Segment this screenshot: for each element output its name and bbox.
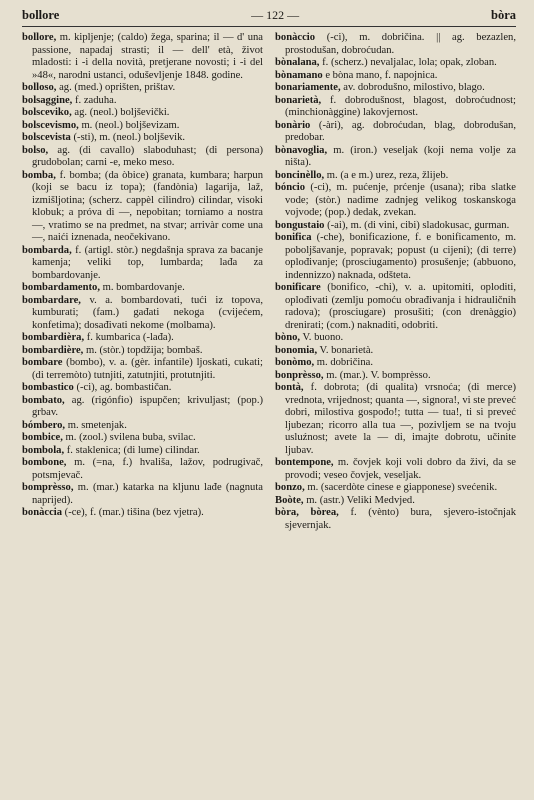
entry-definition: m. (neol.) boljševizam. xyxy=(78,119,180,131)
dictionary-entry xyxy=(275,232,516,282)
entry-definition: m. (astr.) Veliki Medvjed. xyxy=(303,494,415,506)
dictionary-entry xyxy=(275,370,516,383)
header-right-guideword: bòra xyxy=(491,8,516,22)
dictionary-entry xyxy=(22,507,263,520)
columns xyxy=(22,32,516,794)
dictionary-entry xyxy=(22,357,263,382)
entry-definition: m. (zool.) svilena buba, svilac. xyxy=(62,432,196,443)
entry-definition: v. a. bombardovati, tući iz topova, kumburati; (fam.) gađati nekoga (cvijećem, konfetima); dosađivati nekome (molbama). xyxy=(32,294,263,331)
entry-headword: bombardièra, xyxy=(22,332,85,343)
entry-definition: (-ce), f. (mar.) tišina (bez vjetra). xyxy=(62,507,204,518)
entry-headword: bontà, xyxy=(275,382,304,393)
entry-definition: ag. (neol.) boljševički. xyxy=(71,107,170,118)
entry-headword: bombato, xyxy=(22,394,65,406)
dictionary-entry xyxy=(22,95,263,108)
entry-headword: bolscevista xyxy=(22,132,71,143)
entry-headword: bonifica xyxy=(275,232,312,243)
entry-definition: ag. (di cavallo) slaboduhast; (di persona) grudobolan; carni -e, meko meso. xyxy=(32,144,263,168)
entry-headword: bònalana, xyxy=(275,57,320,68)
entry-headword: bònavoglia, xyxy=(275,144,328,156)
dictionary-entry xyxy=(22,245,263,283)
dictionary-entry xyxy=(275,282,516,332)
entry-definition: m. smetenjak. xyxy=(65,419,127,431)
entry-definition: (-ci), m. dobričina. || ag. bezazlen, prostodušan, dobroćudan. xyxy=(285,32,516,56)
entry-headword: bonzo, xyxy=(275,482,305,493)
dictionary-entry xyxy=(275,120,516,145)
entry-headword: bontempone, xyxy=(275,457,334,468)
entry-definition: m. (=na, f.) hvališa, lažov, podrugivač, potsmjevač. xyxy=(32,457,263,481)
entry-headword: bòra, bòrea, xyxy=(275,507,339,518)
dictionary-entry xyxy=(22,445,263,458)
dictionary-entry xyxy=(275,57,516,70)
dictionary-entry xyxy=(275,182,516,220)
entry-headword: bombare xyxy=(22,357,63,368)
entry-headword: bombone, xyxy=(22,457,67,468)
entry-definition: (-àri), ag. dobroćudan, blag, dobrodušan, predobar. xyxy=(285,119,516,143)
dictionary-entry xyxy=(22,295,263,333)
dictionary-entry xyxy=(275,382,516,457)
dictionary-entry xyxy=(22,107,263,120)
entry-definition: f. (scherz.) nevaljalac, lola; opak, zloban. xyxy=(319,57,497,68)
entry-definition: (-sti), m. (neol.) boljševik. xyxy=(70,132,186,143)
dictionary-entry xyxy=(275,145,516,170)
page-header xyxy=(22,8,516,24)
entry-definition: m. bombardovanje. xyxy=(99,282,185,293)
dictionary-entry xyxy=(22,482,263,507)
entry-headword: bonarietà, xyxy=(275,94,322,106)
right-column xyxy=(275,32,516,794)
entry-definition: (bonifico, -chi), v. a. upitomiti, oploditi, oplođivati (zemlju pomoću obrađivanja i hidrauličnih radova); (prosciugare) prosušiti; (con drenàggio) drenirati; (com.) naknaditi, odobriti. xyxy=(285,282,516,331)
entry-definition: (-ci), ag. bombastičan. xyxy=(73,382,172,393)
dictionary-entry xyxy=(275,495,516,508)
dictionary-entry xyxy=(22,82,263,95)
entry-headword: bonprèsso, xyxy=(275,369,324,381)
dictionary-entry xyxy=(275,357,516,370)
dictionary-entry xyxy=(275,70,516,83)
entry-definition: av. dobrodušno, milostivo, blago. xyxy=(340,82,485,93)
entry-headword: bonòmo, xyxy=(275,357,315,368)
entry-definition: f. dobrota; (di qualita) vrsnoća; (di merce) vrednota, vrijednost; quanta —, signora!, vi ste preveć dobri, milostiva gospođo!; tutta — tua!, ti si preveć ljubezan; ricorro alla tua —, pozivljem se na tvoju usluźnost; avete la — di, imajte dobrotu, učinite ljubav. xyxy=(285,382,516,456)
entry-headword: bolscevismo, xyxy=(22,119,79,131)
entry-headword: bonificare xyxy=(275,282,321,293)
entry-headword: bolso, xyxy=(22,144,49,156)
entry-headword: bonomia, xyxy=(275,344,318,356)
dictionary-entry xyxy=(22,420,263,433)
entry-headword: bonàrio xyxy=(275,119,311,131)
entry-headword: bombastico xyxy=(22,382,74,393)
dictionary-entry xyxy=(275,82,516,95)
dictionary-entry xyxy=(22,457,263,482)
entry-definition: (bombo), v. a. (gèr. infantile) ljoskati, cukati; (di terremòto) tutnjiti, zatutnjiti, protutnjiti. xyxy=(32,357,263,381)
entry-definition: (-che), bonificazione, f. e bonificamento, m. poboljšavanje, popravak; popust (u cijeni); (di terre) oplođivanje; (prosciugamento) prosušenje; (abbuono, indennizzo) naknada, odšteta. xyxy=(285,232,516,281)
entry-headword: bomprèsso, xyxy=(22,482,74,493)
entry-headword: bolsceviko, xyxy=(22,107,72,118)
entry-definition: f. (artigl. stòr.) negdašnja sprava za bacanje kamenja; veliki top, lumbarda; lađa za bombardovanje. xyxy=(32,244,263,281)
entry-definition: f. (vènto) bura, sjevero-istočnjak sjevernjak. xyxy=(285,507,516,531)
dictionary-entry xyxy=(22,395,263,420)
entry-definition: (-ci), m. pućenje, prćenje (usana); riba slatke vode; (stòr.) nadime zadnjeg velikog toskanskoga vojvode; (pop.) dedak, zvekan. xyxy=(285,182,516,218)
page-number: — 122 — xyxy=(251,8,300,22)
entry-definition: f. staklenica; (di lume) cilindar. xyxy=(64,444,200,456)
entry-definition: m. (sacerdòte cinese e giapponese) svećenik. xyxy=(304,482,498,493)
entry-headword: bòno, xyxy=(275,332,301,343)
entry-headword: Boòte, xyxy=(275,494,304,506)
dictionary-entry xyxy=(275,457,516,482)
entry-headword: bombice, xyxy=(22,432,63,443)
dictionary-entry xyxy=(275,170,516,183)
entry-headword: bolsaggine, xyxy=(22,94,73,106)
dictionary-entry xyxy=(22,282,263,295)
entry-headword: bóncio xyxy=(275,182,306,193)
entry-headword: bómbero, xyxy=(22,419,66,431)
entry-definition: f. zaduha. xyxy=(72,94,117,106)
dictionary-entry xyxy=(275,507,516,532)
entry-definition: m. dobričina. xyxy=(314,357,373,368)
header-rule xyxy=(22,26,516,27)
header-left-guideword: bollore xyxy=(22,8,60,22)
dictionary-entry xyxy=(22,432,263,445)
entry-headword: bombarda, xyxy=(22,244,72,256)
dictionary-entry xyxy=(275,482,516,495)
entry-definition: f. dobrodušnost, blagost, dobroćudnost; (minchionàggine) lakovjernost. xyxy=(285,94,516,118)
entry-definition: m. (mar.) katarka na kljunu lađe (nagnuta naprijed). xyxy=(32,482,263,506)
dictionary-entry xyxy=(22,145,263,170)
entry-headword: bongustaio xyxy=(275,219,325,231)
entry-definition: V. buono. xyxy=(300,332,344,343)
entry-definition: m. (a e m.) urez, reza, žlijeb. xyxy=(324,169,449,181)
left-column xyxy=(22,32,263,794)
entry-definition: m. čovjek koji voli dobro da živi, da se provodi; veseo čovjek, veseljak. xyxy=(285,457,516,481)
entry-definition: f. bomba; (da òbice) granata, kumbara; harpun (koji se bacu iz topa); (fandònia) lagarija, laž, izmišljotina; (scherz. cappèl cilindro) cilindar, visoki klobuk; a próva di —, nepobitan; torniamo a nostra —, vratimo se na predmet, na stvar; arrivàr come una —, naići iznenada, neočekivano. xyxy=(32,169,263,243)
entry-headword: bombola, xyxy=(22,444,65,456)
entry-definition: ag. (med.) oprišten, prištav. xyxy=(56,82,176,93)
dictionary-entry xyxy=(22,132,263,145)
dictionary-entry xyxy=(275,345,516,358)
entry-definition: m. (stòr.) topdžija; bombaš. xyxy=(83,344,203,356)
entry-headword: bonariamente, xyxy=(275,82,341,93)
dictionary-entry xyxy=(22,120,263,133)
entry-headword: bombardare, xyxy=(22,294,81,306)
dictionary-entry xyxy=(275,332,516,345)
entry-definition: f. kumbarica (-lađa). xyxy=(84,332,174,343)
entry-headword: bombardière, xyxy=(22,344,84,356)
dictionary-entry xyxy=(22,382,263,395)
entry-definition: V. bonarietà. xyxy=(317,344,374,356)
dictionary-entry xyxy=(22,345,263,358)
entry-definition: ag. (rigónfio) ispupčen; krivuljast; (pop.) grbav. xyxy=(32,394,263,418)
dictionary-entry xyxy=(22,170,263,245)
dictionary-entry xyxy=(275,95,516,120)
entry-definition: m. (iron.) veseljak (koji nema volje za ništa). xyxy=(285,144,516,168)
entry-headword: bollore, xyxy=(22,32,57,43)
entry-definition: m. (mar.). V. bomprèsso. xyxy=(323,369,431,381)
dictionary-entry xyxy=(275,220,516,233)
entry-definition: m. kipljenje; (caldo) žega, sparina; il — d' una passione, napadaj strasti; il — dell' età, život mladosti: i -i della novità, pretjerane novosti; i -i del »48«, narodni ustanci, oduševljenje 1848. godine. xyxy=(32,32,263,81)
dictionary-entry xyxy=(22,332,263,345)
entry-definition: (-ai), m. (di vini, cibi) sladokusac, gurman. xyxy=(324,219,510,231)
entry-definition: e bòna mano, f. napojnica. xyxy=(322,69,438,81)
entry-headword: bonàccio xyxy=(275,32,316,43)
entry-headword: bolloso, xyxy=(22,82,57,93)
entry-headword: bònamano xyxy=(275,69,323,81)
entry-headword: bonàccia xyxy=(22,507,63,518)
entry-headword: boncinèllo, xyxy=(275,169,325,181)
entry-headword: bomba, xyxy=(22,169,56,181)
dictionary-entry xyxy=(275,32,516,57)
entry-headword: bombardamento, xyxy=(22,282,100,293)
dictionary-entry xyxy=(22,32,263,82)
